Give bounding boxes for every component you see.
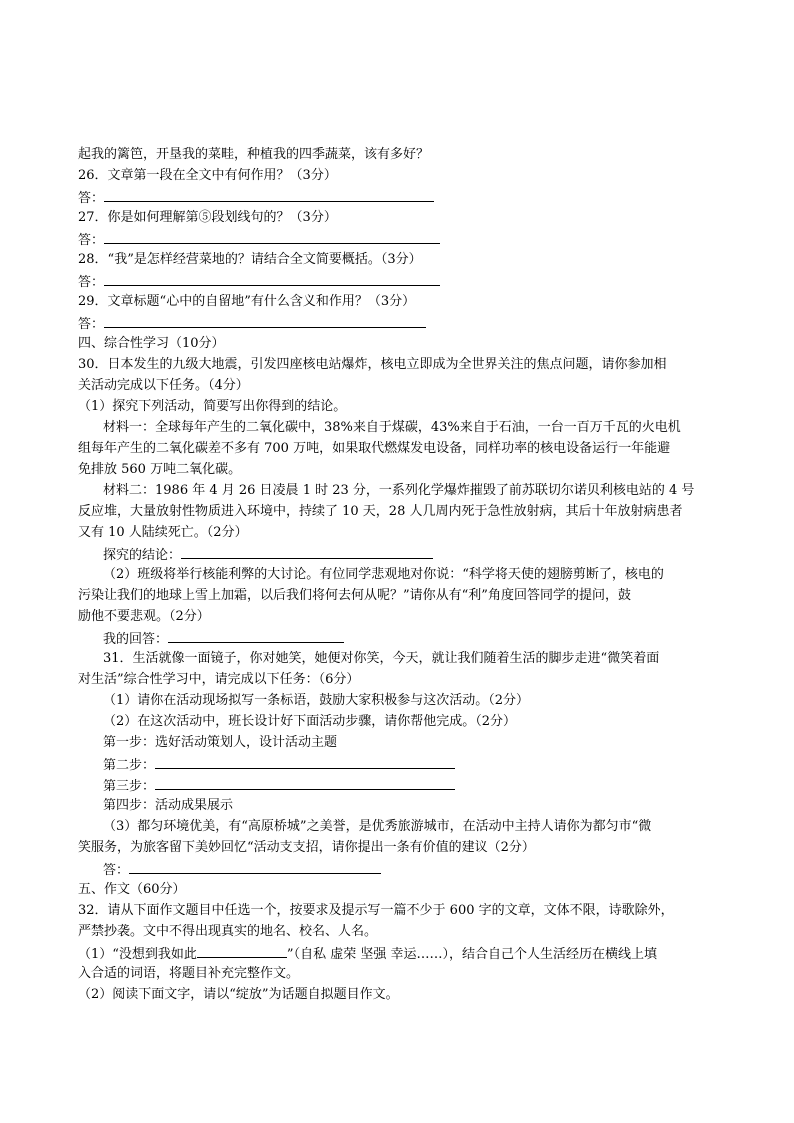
text-line: 笑服务，为旅客留下美妙回忆“活动支支招，请你提出一条有价值的建议（2分） — [78, 840, 535, 855]
text-line: 入合适的词语，将题目补充完整作文。 — [78, 966, 300, 981]
question-32: 32．请从下面作文题目中任选一个，按要求及提示写一篇不少于 600 字的文章，文体不限，诗歌除外， — [78, 903, 674, 918]
text-line: 污染让我们的地球上雪上加霜，以后我们将何去何从呢？”请你从有“利”角度回答同学的提问，鼓 — [78, 588, 631, 603]
question-28: 28．“我”是怎样经营菜地的？请结合全文简要概括。（3分） — [78, 252, 422, 267]
answer-blank[interactable] — [104, 229, 440, 244]
text-line: 免排放 560 万吨二氧化碳。 — [78, 462, 242, 477]
text-line: 又有 10 人陆续死亡。（2分） — [78, 525, 248, 540]
text-line: 励他不要悲观。（2分） — [78, 609, 210, 624]
answer-blank[interactable] — [104, 187, 434, 202]
question-29: 29．文章标题“心中的自留地”有什么含义和作用？（3分） — [78, 294, 416, 309]
material-2: 材料二：1986 年 4 月 26 日凌晨 1 时 23 分，一系列化学爆炸摧毁了前苏联切尔诺贝利核电站的 4 号 — [103, 483, 695, 498]
essay-option-1: （1）“没想到我如此 ”（自私 虚荣 坚强 幸运……），结合自己个人生活经历在横线上填 — [78, 943, 657, 965]
text-line: 组每年产生的二氧化碳差不多有 700 万吨，如果取代燃煤发电设备，同样功率的核电设备运行一年能避 — [78, 441, 671, 456]
step-3: 第三步： — [103, 775, 455, 797]
text-line: （2）在这次活动中，班长设计好下面活动步骤，请你帮他完成。（2分） — [103, 714, 517, 729]
text-line: （1）请你在活动现场拟写一条标语，鼓励大家积极参与这次活动。（2分） — [103, 693, 530, 708]
text-line: 关活动完成以下任务。（4分） — [78, 378, 249, 393]
question-27: 27．你是如何理解第⑤段划线句的？（3分） — [78, 210, 337, 225]
section-heading: 五、作文（60分） — [78, 882, 186, 897]
answer-label: 答： — [78, 229, 440, 251]
question-30: 30．日本发生的九级大地震，引发四座核电站爆炸，核电立即成为全世界关注的焦点问题，请你参加相 — [78, 357, 667, 372]
conclusion-blank[interactable] — [181, 544, 433, 559]
answer-label: 答： — [103, 859, 381, 881]
answer-blank[interactable] — [104, 271, 440, 286]
essay-option-2: （2）阅读下面文字，请以“绽放”为话题自拟题目作文。 — [78, 987, 399, 1002]
step-3-blank[interactable] — [155, 775, 455, 790]
answer-label: 答： — [78, 313, 426, 335]
answer-label: 答： — [78, 187, 434, 209]
my-answer-blank[interactable] — [168, 628, 344, 643]
material-1: 材料一：全球每年产生的二氧化碳中，38%来自于煤碳，43%来自于石油，一台一百万千瓦的火电机 — [103, 420, 681, 435]
text-line: 严禁抄袭。文中不得出现真实的地名、校名、人名。 — [78, 924, 378, 939]
step-1: 第一步：选好活动策划人，设计活动主题 — [103, 735, 338, 750]
question-31: 31．生活就像一面镜子，你对她笑，她便对你笑，今天，就让我们随着生活的脚步走进“微笑着面 — [103, 651, 660, 666]
text-line: （1）探究下列活动，简要写出你得到的结论。 — [78, 399, 347, 414]
text-line: （2）班级将举行核能利弊的大讨论。有位同学悲观地对你说：“科学将天使的翅膀剪断了，核电的 — [103, 567, 664, 582]
step-2: 第二步： — [103, 754, 455, 776]
step-4: 第四步：活动成果展示 — [103, 798, 234, 813]
conclusion-label: 探究的结论： — [103, 544, 433, 566]
my-answer-label: 我的回答： — [103, 628, 344, 650]
answer-blank[interactable] — [104, 313, 426, 328]
text-line: 起我的篱笆，开垦我的菜畦，种植我的四季蔬菜，该有多好？ — [78, 147, 430, 162]
step-2-blank[interactable] — [155, 754, 455, 769]
question-26: 26．文章第一段在全文中有何作用？（3分） — [78, 168, 337, 183]
answer-label: 答： — [78, 271, 440, 293]
text-line: （3）都匀环境优美，有“高原桥城”之美誉，是优秀旅游城市，在活动中主持人请你为都匀市“微 — [103, 819, 652, 834]
answer-blank[interactable] — [129, 859, 381, 874]
text-line: 反应堆，大量放射性物质进入环境中，持续了 10 天，28 人几周内死于急性放射病，其后十年放射病患者 — [78, 504, 683, 519]
text-line: 对生活”综合性学习中，请完成以下任务：（6分） — [78, 672, 360, 687]
title-blank[interactable] — [197, 943, 287, 958]
section-heading: 四、综合性学习（10分） — [78, 336, 225, 351]
